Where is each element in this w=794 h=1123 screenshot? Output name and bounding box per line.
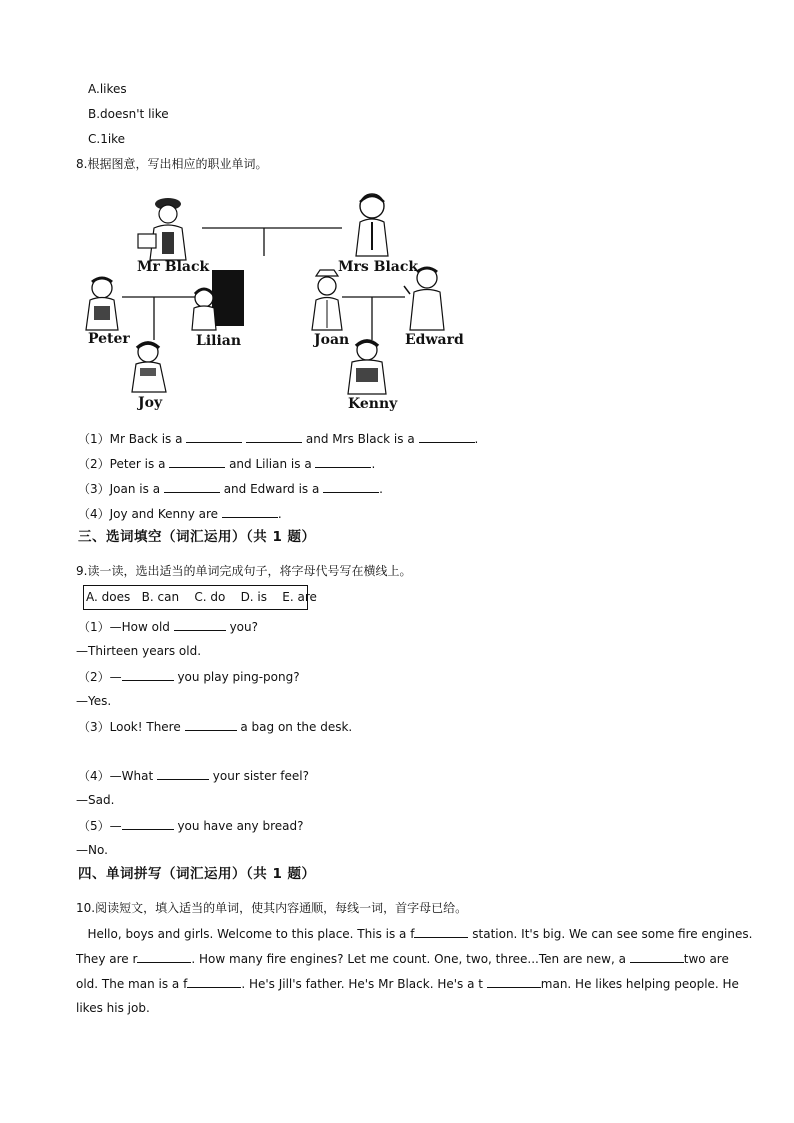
lilian-figure — [192, 270, 244, 330]
q9-item-1 — [78, 618, 258, 635]
q9-item-2-text-a: （2）— — [78, 670, 122, 684]
q8-item-1-text-a: Mr Back is a — [109, 432, 187, 446]
q9-item-4-text-b: your sister feel? — [208, 769, 309, 783]
q8-item-2-text-a: Peter is a — [109, 457, 170, 471]
q9-item-2-answer: —Yes. — [76, 694, 112, 708]
mrs-black-figure — [356, 194, 388, 256]
q9-item-2 — [78, 668, 300, 685]
q9-item-4-answer: —Sad. — [76, 793, 115, 807]
q10-blank-2[interactable] — [137, 950, 191, 963]
q8-stem: 8.根据图意，写出相应的职业单词。 — [76, 157, 268, 171]
q8-item-4-text-b: . — [277, 507, 282, 521]
q7-option-a: A.likes — [88, 82, 127, 96]
q10-line-3-text-a: old. The man is a f — [76, 977, 188, 991]
q8-item-3-blank-2[interactable] — [323, 480, 379, 493]
q8-item-3-num: （3） — [78, 482, 110, 496]
q8-item-4-num: （4） — [78, 507, 110, 521]
name-joy: Joy — [138, 395, 163, 411]
name-joan: Joan — [314, 332, 350, 348]
q10-blank-5[interactable] — [487, 975, 541, 988]
q10-line-2-text-c: two are — [683, 952, 729, 966]
peter-figure — [86, 278, 118, 330]
q10-line-4-text: likes his job. — [76, 1001, 150, 1015]
q8-item-1-num: （1） — [78, 432, 110, 446]
name-mr-black: Mr Black — [137, 259, 210, 275]
q8-item-2-blank-1[interactable] — [169, 455, 225, 468]
q10-stem: 10.阅读短文，填入适当的单词，使其内容通顺，每线一词，首字母已给。 — [76, 901, 468, 915]
q8-item-4-blank-1[interactable] — [222, 505, 278, 518]
name-mrs-black: Mrs Black — [338, 259, 419, 275]
q8-item-2-blank-2[interactable] — [315, 455, 371, 468]
q10-passage-line-3 — [76, 975, 739, 992]
q10-blank-4[interactable] — [187, 975, 241, 988]
section-3-title: 三、选词填空（词汇运用）（共 1 题） — [78, 529, 316, 545]
q9-item-5-blank[interactable] — [122, 817, 174, 830]
q8-item-2-num: （2） — [78, 457, 110, 471]
q9-item-2-text-b: you play ping-pong? — [173, 670, 300, 684]
q9-option-box: A. does B. can C. do D. is E. are — [83, 585, 308, 610]
q8-item-1-text-c: and Mrs Black is a — [302, 432, 419, 446]
q9-item-4-text-a: （4）—What — [78, 769, 157, 783]
q9-item-5-answer: —No. — [76, 843, 108, 857]
q10-line-1-text-b: station. It's big. We can see some fire engines. — [468, 927, 753, 941]
edward-figure — [404, 268, 444, 330]
name-peter: Peter — [88, 331, 130, 347]
q8-item-1 — [78, 430, 478, 447]
q9-item-1-text-b: you? — [225, 620, 258, 634]
q10-blank-1[interactable] — [414, 925, 468, 938]
q9-item-5-text-a: （5）— — [78, 819, 122, 833]
q9-item-2-blank[interactable] — [122, 668, 174, 681]
q8-item-4-text-a: Joy and Kenny are — [109, 507, 222, 521]
section-4-title: 四、单词拼写（词汇运用）（共 1 题） — [78, 866, 316, 882]
q10-line-3-text-b: . He's Jill's father. He's Mr Black. He's a t — [241, 977, 487, 991]
q9-item-3-text-b: a bag on the desk. — [236, 720, 353, 734]
q9-item-3-blank[interactable] — [185, 718, 237, 731]
q10-line-2-text-b: . How many fire engines? Let me count. One, two, three...Ten are new, a — [191, 952, 630, 966]
q9-stem: 9.读一读，选出适当的单词完成句子，将字母代号写在横线上。 — [76, 564, 412, 578]
q9-item-4-blank[interactable] — [157, 767, 209, 780]
q8-item-1-blank-1[interactable] — [186, 430, 242, 443]
q10-line-2-text-a: They are r — [76, 952, 138, 966]
q8-item-1-text-d: . — [474, 432, 479, 446]
q9-item-3 — [78, 718, 352, 735]
q9-item-3-text-a: （3）Look! There — [78, 720, 185, 734]
name-edward: Edward — [405, 332, 464, 348]
q10-blank-3[interactable] — [630, 950, 684, 963]
q9-item-4 — [78, 767, 309, 784]
kenny-figure — [348, 340, 386, 394]
q8-item-3-text-c: . — [379, 482, 383, 496]
joy-figure — [132, 342, 166, 392]
q9-item-1-answer: —Thirteen years old. — [76, 644, 202, 658]
q9-item-5 — [78, 817, 303, 834]
q10-line-3-text-c: man. He likes helping people. He — [540, 977, 739, 991]
q8-item-1-blank-2[interactable] — [246, 430, 302, 443]
family-tree-figure — [80, 190, 470, 415]
q8-item-3-text-b: and Edward is a — [219, 482, 324, 496]
name-kenny: Kenny — [348, 396, 398, 412]
name-lilian: Lilian — [196, 333, 242, 349]
q10-line-1-text-a: Hello, boys and girls. Welcome to this place. This is a f — [76, 927, 415, 941]
q7-option-b: B.doesn't like — [88, 107, 169, 121]
q9-item-1-blank[interactable] — [174, 618, 226, 631]
q9-item-1-text-a: （1）—How old — [78, 620, 174, 634]
mr-black-figure — [138, 198, 186, 260]
joan-figure — [312, 270, 342, 330]
q10-passage-line-2 — [76, 950, 729, 967]
q8-item-3-text-a: Joan is a — [109, 482, 164, 496]
q8-item-3-blank-1[interactable] — [164, 480, 220, 493]
q8-item-4 — [78, 505, 282, 522]
q8-item-2 — [78, 455, 375, 472]
q7-option-c: C.1ike — [88, 132, 126, 146]
q10-passage-line-4 — [76, 1000, 150, 1016]
q8-item-3 — [78, 480, 383, 497]
q8-item-2-text-c: . — [371, 457, 376, 471]
q10-passage-line-1 — [76, 925, 752, 942]
q9-item-5-text-b: you have any bread? — [173, 819, 304, 833]
q8-item-2-text-b: and Lilian is a — [225, 457, 316, 471]
q8-item-1-blank-3[interactable] — [419, 430, 475, 443]
